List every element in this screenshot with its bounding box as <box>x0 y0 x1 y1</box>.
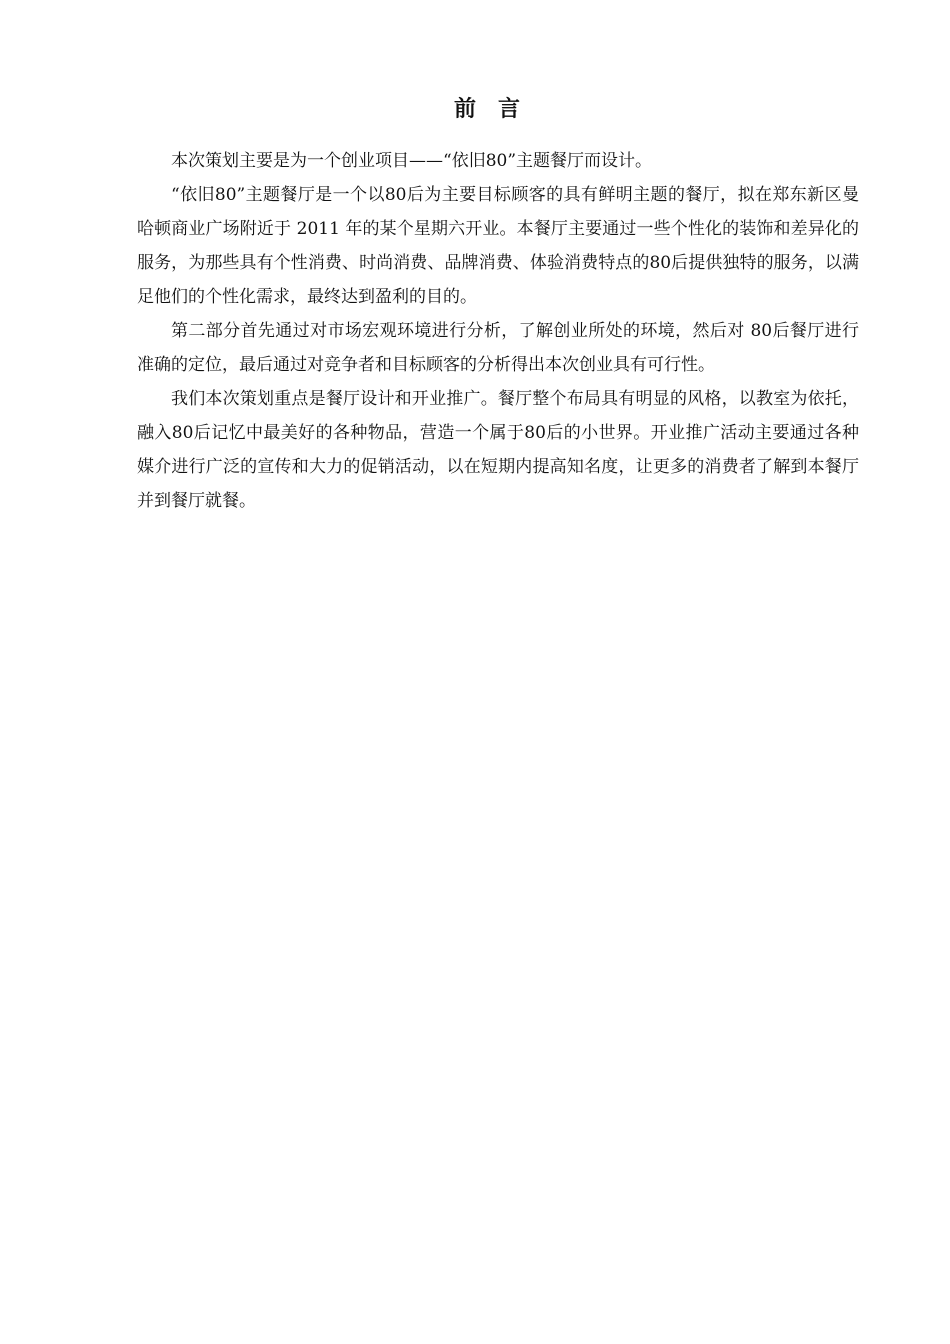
preface-body <box>137 144 859 518</box>
paragraph-2: “依旧80”主题餐厅是一个以80后为主要目标顾客的具有鲜明主题的餐厅，拟在郑东新区曼哈顿商业广场附近于 2011 年的某个星期六开业。本餐厅主要通过一些个性化的装饰和差异化的服务，为那些具有个性消费、时尚消费、品牌消费、体验消费特点的80后提供独特的服务，以满足他们的个性化需求，最终达到盈利的目的。 <box>137 185 859 307</box>
paragraph-3: 第二部分首先通过对市场宏观环境进行分析，了解创业所处的环境，然后对 80后餐厅进行准确的定位，最后通过对竞争者和目标顾客的分析得出本次创业具有可行性。 <box>137 321 859 375</box>
page-title: 前言 <box>453 97 542 122</box>
paragraph-4: 我们本次策划重点是餐厅设计和开业推广。餐厅整个布局具有明显的风格，以教室为依托，融入80后记忆中最美好的各种物品，营造一个属于80后的小世界。开业推广活动主要通过各种媒介进行广泛的宣传和大力的促销活动，以在短期内提高知名度，让更多的消费者了解到本餐厅并到餐厅就餐。 <box>137 389 859 511</box>
paragraph-1: 本次策划主要是为一个创业项目——“依旧80”主题餐厅而设计。 <box>171 151 653 171</box>
